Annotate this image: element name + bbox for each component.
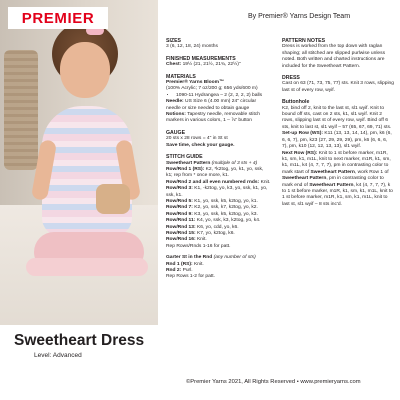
setup-row: Set-up Row (WS): K11 (13, 13, 14, 14), pm, k6 (6, 6, 6, 7), pm, k23 (27, 29, 29, 29), pm, k6 (6, 6, 6, 7), pm, k10 (12, 12, 13, 13), sl1 wyif. (282, 131, 392, 150)
pattern-title: Sweetheart Dress (14, 332, 145, 349)
gauge-heading: GAUGE (166, 129, 186, 136)
stitch-row: Row/Rnd 11: K4, yo, ssk, k3, k2tog, yo, k4. (166, 218, 261, 224)
buttonhole-heading: Buttonhole (282, 99, 310, 106)
stitch-row: Row/Rnd 7: K2, yo, ssk, k7, k2tog, yo, k2. (166, 205, 258, 211)
photo-toy (96, 184, 130, 214)
stitch-guide-repeat: Rep Rows/Rnds 1-16 for patt. (166, 243, 231, 249)
finished-heading: FINISHED MEASUREMENTS (166, 55, 236, 62)
stitch-row: Row/Rnd 3: K1, -k2tog, yo, k3, yo, ssk, k1, yo, ssk, k1. (166, 186, 268, 198)
photo-basket (4, 50, 38, 170)
garter-rnd1: Rnd 1 (RS): Knit. (166, 261, 204, 267)
stitch-guide-pattern: Sweetheart Pattern (multiple of 3 sts + 4) (166, 160, 258, 166)
finished-chest: Chest: 19½ (21, 21½, 21¾, 22½)" (166, 62, 241, 68)
gauge-line1: 20 sts x 28 rows = 4" in St st (166, 136, 228, 142)
premier-logo (8, 7, 108, 29)
materials-needle: Needle: US Size 6 (4.00 mm) 24" circular needle or size needed to obtain gauge (166, 99, 257, 111)
skill-level: Level: Advanced (34, 352, 82, 359)
sizes-heading: SIZES (166, 38, 181, 44)
copyright-footer: ©Premier Yarns 2021, All Rights Reserved • www.premieryarns.com (186, 379, 361, 385)
stitch-row: Row/Rnd 1 (RS): K2, *k2tog, yo, k1, yo, ssk, k1; rep from * once more, k1. (166, 166, 264, 179)
photo-feet (26, 258, 148, 276)
stitch-row: Row/Rnd 13: K6, yo, cdd, yo, k6. (166, 224, 239, 230)
photo-face (60, 42, 110, 98)
materials-yarn-desc: (100% Acrylic; 7 oz/200 g; 656 yds/600 m) (166, 86, 258, 92)
stitch-row: Row/Rnd 15: K7, yo, k2tog, k6. (166, 230, 235, 236)
pattern-notes-heading: PATTERN NOTES (282, 38, 326, 44)
pattern-notes-text: Dress is worked from the top down with raglan shaping; all stitched are slipped purlwise unless noted. Both written and charted instructions are included for the Sweetheart Pattern. (282, 44, 386, 69)
stitch-row: Row/Rnd 2 and all even numbered rnds: Knit. (166, 179, 271, 185)
product-photo (0, 0, 158, 325)
stitch-row: Row/Rnd 16: Knit. (166, 237, 207, 243)
garter-repeat: Rep Rows 1-2 for patt. (166, 274, 215, 280)
logo-text: PREMIER (21, 9, 95, 27)
garter-heading: Garter St in the Rnd (any number of sts) (166, 255, 256, 261)
stitch-guide-rows (166, 167, 271, 244)
column-right (282, 38, 394, 208)
materials-yarn-brand: Premier® Yarns Bloom™ (166, 80, 224, 86)
materials-heading: MATERIALS (166, 73, 196, 80)
column-left (166, 38, 271, 281)
materials-bullet: • 1090-11 Hydrangea – 2 (2, 2, 2, 2) balls (176, 93, 271, 99)
byline: By Premier® Yarns Design Team (248, 13, 351, 20)
sizes-text: 3 (6, 12, 18, 24) months (166, 44, 218, 50)
stitch-row: Row/Rnd 5: K1, yo, ssk, k5, k2tog, yo, k1. (166, 198, 258, 204)
garter-rnd2: Rnd 2: Purl. (166, 268, 193, 273)
materials-notions: Notions: Tapestry needle, removable stitch markers in various colors, 1 – ⅞" button (166, 112, 260, 124)
dress-text: Cast on 63 (71, 73, 75, 77) sts. Knit 3 rows, slipping last st of every row, wyif. (282, 81, 394, 93)
gauge-line2: Save time, check your gauge. (166, 142, 235, 148)
dress-heading: DRESS (282, 75, 300, 82)
stitch-row: Row/Rnd 9: K3, yo, ssk, k5, k2tog, yo, k3. (166, 211, 258, 217)
stitch-guide-heading: STITCH GUIDE (166, 154, 203, 161)
next-row: Next Row (RS): Knit to 1 st before marker, m1R, k1, sm, k1, m1L, knit to next marker, m1R, k1, sm, k1, m1L, k4 (4, 7, 7, 7), pm in contrasting color to mark start of Sweetheart Pattern, work Row 1 of Sweetheart Pattern, pm in contrasting color to mark end of Sweetheart Pattern, k4 (4, 7, 7, 7), k to 1 st before marker, m1R, k1, sm, k1, m1L, knit to 1 st before marker, m1R, k1, sm, k1, m1L, knit to last st, sl1 wyif – 8 sts inc'd. (282, 150, 393, 207)
photo-dress (42, 106, 132, 236)
buttonhole-text: K2, bind off 2, knit to the last st, sl1 wyif. Knit to bound off sts, cast on 2 sts, k1, sl1 wyif. Knit 2 rows, slipping last st of every row, wyif. Bind off 6 sts, knit to last st, sl1 wyif – 57 (65, 67, 69, 71) sts. (282, 105, 392, 130)
